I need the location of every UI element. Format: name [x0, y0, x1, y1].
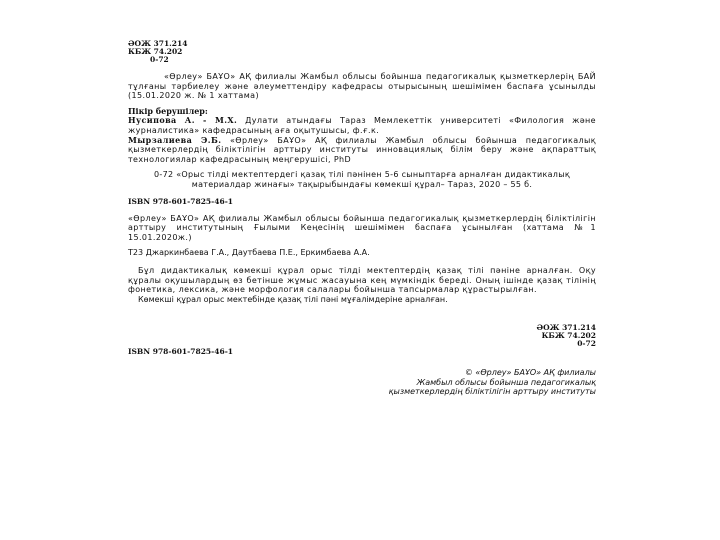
bibliographic-description: 0-72 «Орыс тілді мектептердегі қазақ тілі пәнінен 5-6 сыныптарға арналған дидактикалық материалдар жинағы» тақырыбындағы көмекші құрал– Тараз, 2020 – 55 б. [154, 170, 570, 189]
footer-udk-code: ӘОЖ 371.214 [536, 323, 596, 333]
reviewer-1 [128, 116, 596, 135]
udk-code: ӘОЖ 371.214 [128, 39, 188, 48]
footer-bbk-code: КБЖ 74.202 [541, 331, 596, 341]
title-page-verso [128, 40, 596, 397]
isbn-bottom: ISBN 978-601-7825-46-1 [128, 347, 234, 357]
author-mark: 0-72 [150, 55, 169, 64]
copyright-line-3: қызметкерлердің біліктілігін арттыру институты [388, 387, 596, 397]
council-approval-text: «Өрлеу» БАҰО» АҚ филиалы Жамбыл облысы бойынша педагогикалық қызметкерлердің біліктілігін арттыру институтының Ғылыми Кеңесінің шешімімен баспаға ұсынылған (хаттама №1 15.01.2020ж.) [128, 213, 596, 242]
annotation-audience: Көмекші құрал орыс мектебінде қазақ тілі пәні мұғалімдеріне арналған. [138, 294, 448, 304]
annotation-paragraph: Бұл дидактикалық көмекші құрал орыс тілді мектептердің қазақ тілі пәніне арналған. Оқу құралы оқушылардың өз бетінше жұмыс жасауына кең мүмкіндік береді. Оның ішінде қазақ тілінің фонетика, лексика, және морфология салалары бойынша тапсырмалар құрастырылған. [128, 265, 596, 295]
approval-text: «Өрлеу» БАҰО» АҚ филиалы Жамбыл облысы бойынша педагогикалық қызметкерлерің БАЙ тұлғаны тәрбиелеу және әлеуметтендіру кафедрасы отырысының шешімімен баспаға ұсынылды (15.01.2020 ж. № 1 хаттама) [128, 72, 596, 101]
copyright-line-1: © «Өрлеу» БАҰО» АҚ филиалы [464, 368, 596, 378]
authors-line: Т23 Джаркинбаева Г.А., Даутбаева П.Е., Еркимбаева А.А. [128, 248, 370, 258]
isbn: ISBN 978-601-7825-46-1 [128, 196, 234, 206]
reviewer-2 [128, 136, 596, 165]
reviewers-heading: Пікір берушілер: [128, 105, 208, 116]
reviewer-name: Мырзалиева Э.Б. [128, 134, 222, 145]
bbk-code: КБЖ 74.202 [128, 47, 183, 56]
copyright-line-2: Жамбыл облысы бойынша педагогикалық [416, 377, 596, 387]
reviewer-affiliation: Дулати атындағы Тараз Мемлекеттік университеті «Филология және журналистика» кафедрасының аға оқытушысы, ф.ғ.к. [128, 116, 596, 135]
footer-author-mark: 0-72 [577, 339, 596, 349]
reviewer-affiliation: «Өрлеу» БАҰО» АҚ филиалы Жамбыл облысы бойынша педагогикалық қызметкерлердің біліктілігін арттыру институты инновациялық білім беру және ақпараттық технологиялар кафедрасының меңгерушісі, PhD [128, 135, 597, 164]
reviewer-name: Нусипова А. - М.Х. [128, 115, 238, 126]
